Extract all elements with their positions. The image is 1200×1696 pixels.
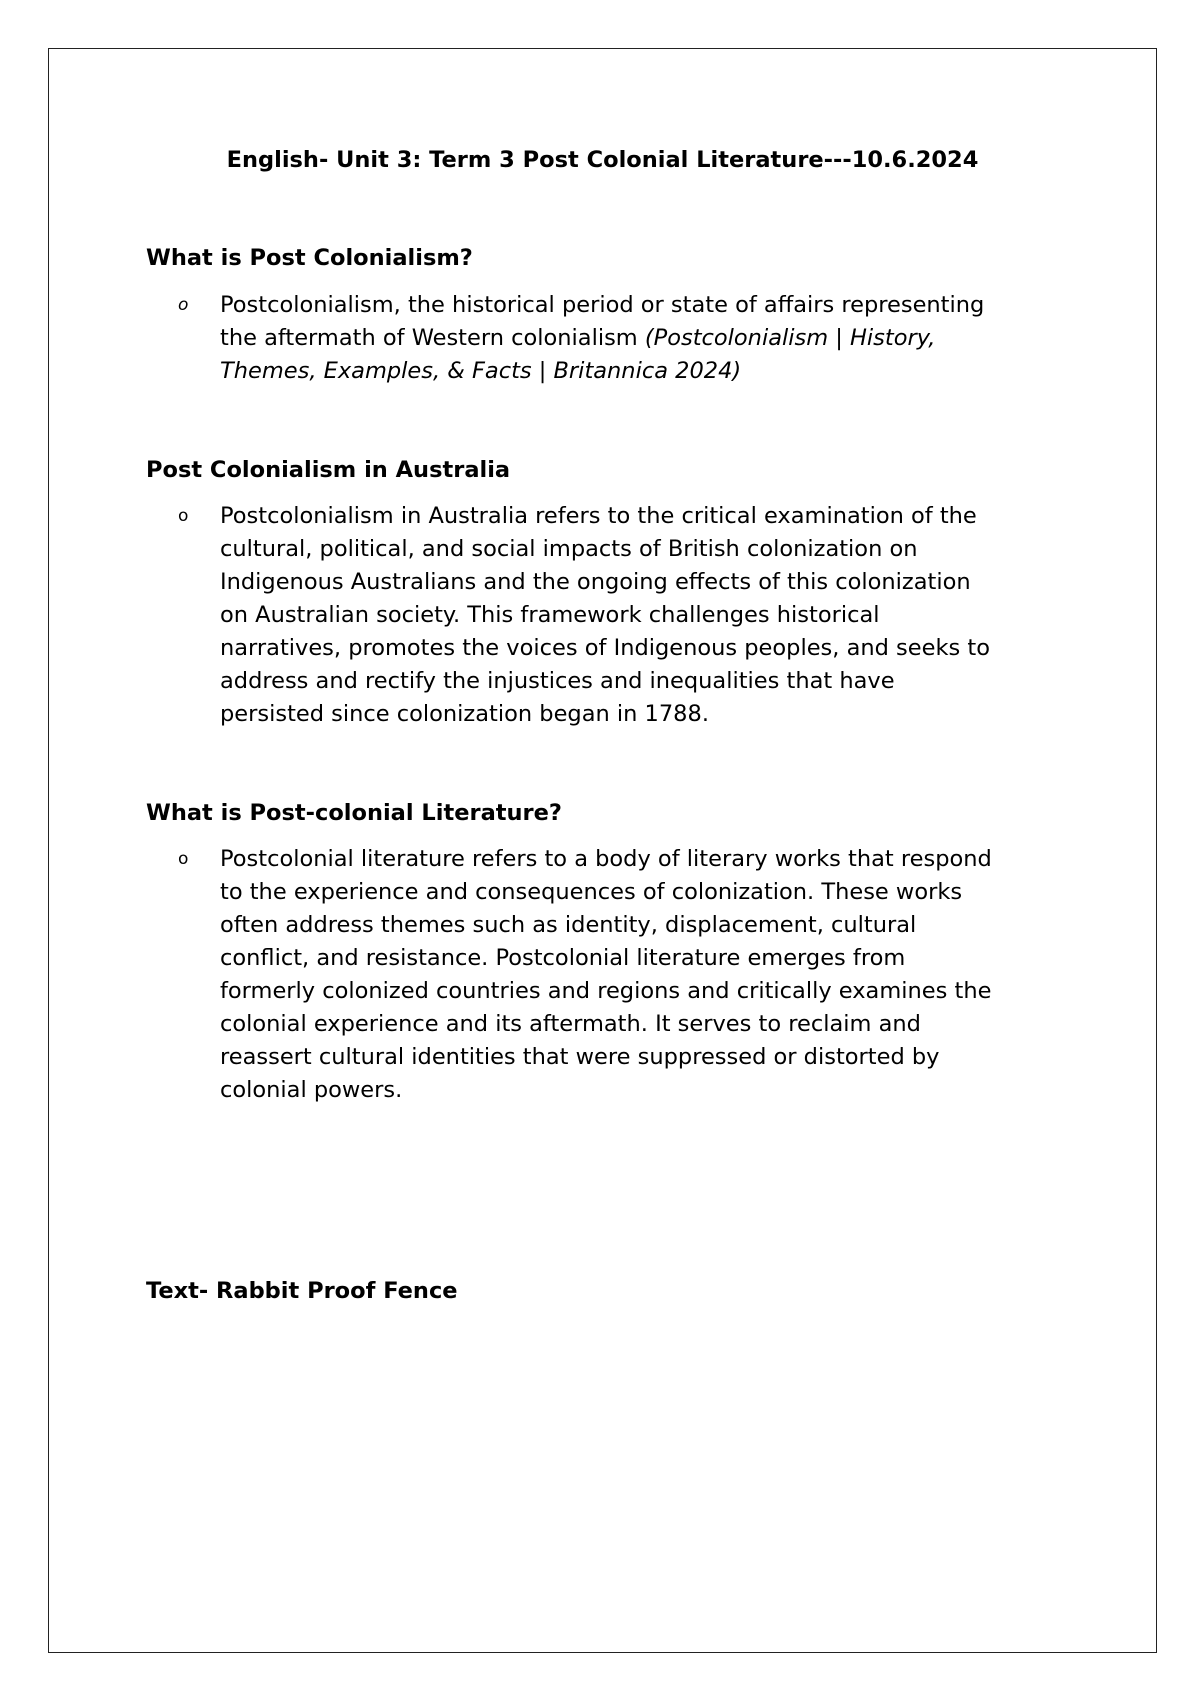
bullet-icon: o — [178, 295, 189, 315]
list-item-australia-definition — [178, 500, 1078, 731]
text-line: persisted since colonization began in 1788. — [220, 701, 709, 727]
text-line: formerly colonized countries and regions and critically examines the — [220, 978, 992, 1004]
text-line: Postcolonialism, the historical period or state of affairs representing — [220, 292, 985, 318]
citation: Themes, Examples, & Facts | Britannica 2024) — [220, 358, 742, 384]
text-line: colonial powers. — [220, 1077, 403, 1103]
text-line: narratives, promotes the voices of Indigenous peoples, and seeks to — [220, 635, 990, 661]
section-heading-post-colonialism: What is Post Colonialism? — [146, 245, 473, 271]
list-item-post-colonialism-definition — [178, 289, 1078, 388]
text-line: address and rectify the injustices and inequalities that have — [220, 668, 895, 694]
text-line: Postcolonial literature refers to a body of literary works that respond — [220, 846, 992, 872]
text-line: to the experience and consequences of colonization. These works — [220, 879, 963, 905]
text-line: colonial experience and its aftermath. It serves to reclaim and — [220, 1011, 921, 1037]
section-heading-text: Text- Rabbit Proof Fence — [146, 1278, 458, 1304]
text-line: conflict, and resistance. Postcolonial literature emerges from — [220, 945, 906, 971]
list-item-literature-definition — [178, 843, 1078, 1107]
text-line: reassert cultural identities that were suppressed or distorted by — [220, 1044, 940, 1070]
text-line: the aftermath of Western colonialism — [220, 325, 645, 351]
section-heading-literature: What is Post-colonial Literature? — [146, 800, 562, 826]
text-line: Postcolonialism in Australia refers to the critical examination of the — [220, 503, 977, 529]
text-line: often address themes such as identity, displacement, cultural — [220, 912, 917, 938]
text-line: Indigenous Australians and the ongoing effects of this colonization — [220, 569, 971, 595]
text-line: cultural, political, and social impacts of British colonization on — [220, 536, 918, 562]
citation: (Postcolonialism | History, — [644, 325, 936, 351]
bullet-icon: o — [178, 849, 189, 869]
bullet-icon: o — [178, 506, 189, 526]
section-heading-australia: Post Colonialism in Australia — [146, 457, 511, 483]
document-title: English- Unit 3: Term 3 Post Colonial Literature---10.6.2024 — [226, 147, 979, 173]
text-line: on Australian society. This framework challenges historical — [220, 602, 880, 628]
